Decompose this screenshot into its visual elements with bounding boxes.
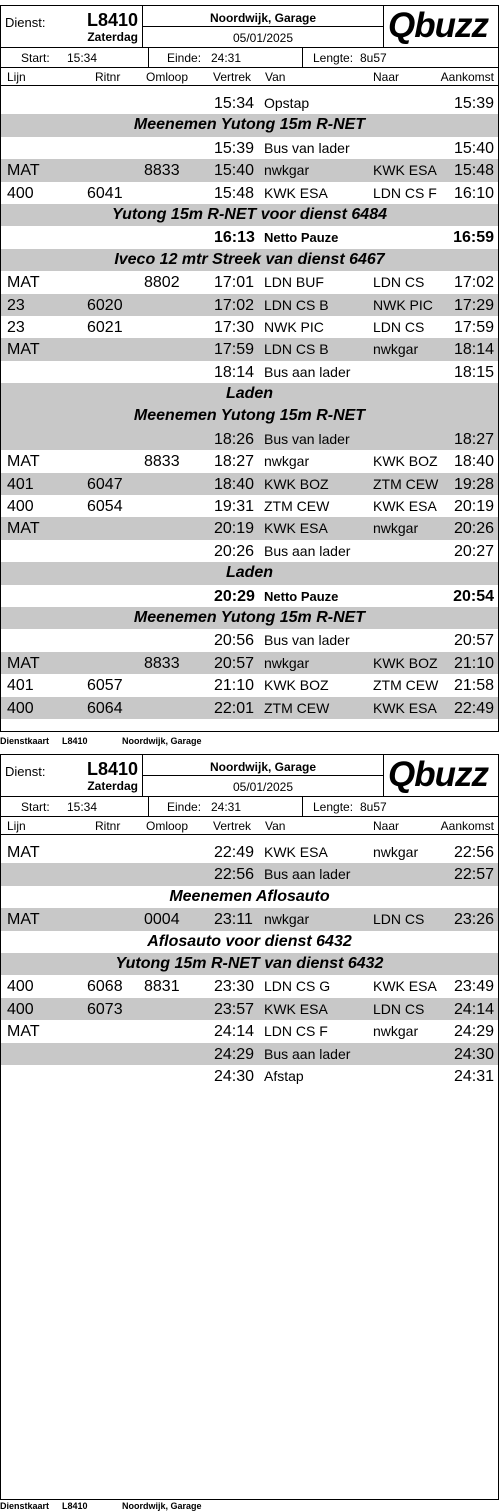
- cell-vert: 18:27: [214, 453, 255, 471]
- cell-naar: nwkgar: [373, 844, 419, 860]
- cell-aank: 24:14: [453, 1000, 494, 1018]
- col-aankomst: Aankomst: [440, 70, 494, 84]
- col-vertrek: Vertrek: [213, 819, 252, 833]
- cell-vert: 23:57: [214, 1000, 255, 1018]
- cell-van: KWK ESA: [264, 520, 328, 537]
- cell-lijn: 400: [7, 184, 34, 202]
- trip-row: [1, 428, 498, 450]
- cell-aank: 18:14: [453, 341, 494, 359]
- section-text: Meenemen Yutong 15m R-NET: [133, 116, 366, 134]
- cell-van: LDN BUF: [264, 274, 324, 291]
- cell-vert: 24:14: [214, 1023, 255, 1041]
- cell-van: Bus van lader: [264, 139, 350, 156]
- cell-naar: NWK PIC: [373, 296, 433, 313]
- cell-vert: 20:29: [214, 587, 255, 605]
- cell-aank: 24:29: [453, 1023, 494, 1041]
- day-label: Zaterdag: [87, 779, 138, 793]
- trip-row: [1, 1020, 498, 1042]
- trip-row: [1, 294, 498, 316]
- cell-vert: 23:11: [214, 911, 253, 929]
- col-ritnr: Ritnr: [95, 819, 121, 833]
- cell-van: Bus van lader: [264, 430, 350, 447]
- section-heading: [1, 249, 498, 271]
- column-headers: [1, 817, 498, 835]
- col-lijn: Lijn: [7, 70, 26, 84]
- cell-vert: 18:14: [214, 363, 255, 381]
- cell-aank: 21:58: [453, 677, 494, 695]
- cell-rit: 6047: [87, 475, 123, 493]
- cell-lijn: MAT: [7, 341, 40, 359]
- cell-vert: 24:29: [214, 1045, 255, 1063]
- cell-vert: 22:56: [214, 866, 255, 884]
- dienst-label: Dienst:: [5, 764, 46, 779]
- cell-vert: 20:19: [214, 520, 255, 538]
- col-ritnr: Ritnr: [95, 70, 121, 84]
- footer-code: L8410: [62, 736, 88, 746]
- cell-vert: 22:49: [214, 844, 255, 861]
- cell-aank: 23:49: [453, 978, 494, 996]
- cell-naar: KWK BOZ: [373, 453, 438, 470]
- section-heading: [1, 405, 498, 427]
- cell-aank: 17:29: [453, 296, 494, 314]
- cell-van: ZTM CEW: [264, 699, 330, 716]
- cell-aank: 18:15: [453, 363, 494, 381]
- cell-van: Bus aan lader: [264, 1045, 351, 1062]
- cell-van: KWK BOZ: [264, 475, 329, 492]
- cell-naar: KWK ESA: [373, 978, 437, 995]
- trip-row: [1, 271, 498, 293]
- cell-aank: 20:57: [453, 632, 494, 650]
- dienstkaart-page-2: [0, 754, 499, 1500]
- trip-row: [1, 361, 498, 383]
- location-name: Noordwijk, Garage: [209, 760, 317, 774]
- dienstkaart-page-1: [0, 5, 499, 732]
- cell-van: Afstap: [264, 1067, 304, 1084]
- trip-row: [1, 540, 498, 562]
- cell-aank: 15:40: [453, 139, 494, 157]
- cell-lijn: 401: [7, 677, 34, 695]
- trip-row: [1, 495, 498, 517]
- cell-vert: 15:39: [214, 139, 255, 157]
- cell-lijn: MAT: [7, 1023, 40, 1041]
- cell-van: Netto Pauze: [264, 588, 339, 604]
- cell-aank: 20:27: [453, 542, 494, 560]
- cell-naar: ZTM CEW: [373, 475, 439, 492]
- cell-rit: 6073: [87, 1000, 123, 1018]
- shift-summary: [1, 796, 498, 817]
- cell-aank: 23:26: [453, 911, 494, 929]
- cell-vert: 23:30: [214, 978, 255, 996]
- trip-row: [1, 652, 498, 674]
- cell-vert: 17:02: [214, 296, 255, 314]
- dienst-cell: [1, 755, 143, 796]
- cell-aank: 21:10: [453, 654, 494, 672]
- cell-vert: 15:40: [214, 162, 255, 180]
- cell-lijn: 23: [7, 318, 25, 336]
- location-name: Noordwijk, Garage: [209, 11, 317, 25]
- footer-code: L8410: [62, 1501, 88, 1511]
- trip-row: [1, 1065, 498, 1087]
- cell-van: Bus aan lader: [264, 363, 351, 380]
- cell-van: LDN CS B: [264, 296, 329, 313]
- lengte-label: Lengte:: [313, 800, 354, 814]
- cell-vert: 20:57: [214, 654, 255, 672]
- column-headers: [1, 68, 498, 86]
- cell-oml: 8833: [144, 654, 180, 672]
- cell-aank: 15:39: [453, 95, 494, 112]
- schedule-rows: [1, 92, 498, 719]
- cell-naar: nwkgar: [373, 520, 419, 537]
- cell-vert: 15:34: [214, 95, 255, 112]
- cell-oml: 8833: [144, 162, 180, 180]
- cell-vert: 19:31: [214, 498, 255, 516]
- cell-van: LDN CS G: [264, 978, 331, 995]
- einde-value: 24:31: [211, 51, 242, 65]
- cell-lijn: 400: [7, 1000, 34, 1018]
- cell-vert: 18:26: [214, 430, 255, 448]
- cell-naar: LDN CS: [373, 318, 425, 335]
- einde-value: 24:31: [211, 800, 242, 814]
- trip-row: [1, 697, 498, 719]
- col-aankomst: Aankomst: [440, 819, 494, 833]
- col-naar: Naar: [373, 819, 400, 833]
- start-label: Start:: [21, 51, 50, 65]
- cell-van: KWK BOZ: [264, 677, 329, 694]
- cell-lijn: MAT: [7, 162, 40, 180]
- col-van: Van: [265, 70, 286, 84]
- schedule-rows: [1, 841, 498, 1087]
- cell-oml: 8831: [144, 978, 180, 996]
- footer-location: Noordwijk, Garage: [122, 736, 202, 746]
- section-heading: [1, 383, 498, 405]
- trip-row: [1, 841, 498, 863]
- footer-label: Dienstkaart: [0, 1501, 50, 1511]
- start-value: 15:34: [67, 51, 98, 65]
- qbuzz-logo: Qbuzz: [388, 755, 488, 794]
- cell-aank: 15:48: [453, 162, 494, 180]
- cell-naar: nwkgar: [373, 1023, 419, 1040]
- section-text: Meenemen Yutong 15m R-NET: [133, 407, 366, 425]
- cell-vert: 15:48: [214, 184, 255, 202]
- cell-oml: 0004: [144, 911, 180, 929]
- logo-cell: [384, 6, 498, 47]
- dienst-code: L8410: [86, 759, 138, 779]
- section-text: Yutong 15m R-NET van dienst 6432: [115, 954, 384, 972]
- einde-label: Einde:: [167, 51, 202, 65]
- footer-label: Dienstkaart: [0, 736, 50, 746]
- section-heading: [1, 953, 498, 975]
- cell-naar: KWK ESA: [373, 162, 437, 179]
- cell-lijn: 23: [7, 296, 25, 314]
- trip-row: [1, 629, 498, 651]
- lengte-value: 8u57: [360, 51, 387, 65]
- cell-lijn: MAT: [7, 274, 40, 292]
- cell-rit: 6068: [87, 978, 123, 996]
- cell-aank: 18:27: [453, 430, 494, 448]
- section-text: Meenemen Aflosauto: [169, 887, 330, 905]
- col-omloop: Omloop: [146, 819, 189, 833]
- section-text: Aflosauto voor dienst 6432: [147, 932, 352, 950]
- cell-aank: 19:28: [453, 475, 494, 493]
- section-heading: [1, 562, 498, 584]
- cell-lijn: 400: [7, 978, 34, 996]
- cell-van: Bus aan lader: [264, 542, 351, 559]
- section-heading: [1, 114, 498, 136]
- cell-aank: 16:10: [453, 184, 494, 202]
- cell-vert: 17:30: [214, 318, 255, 336]
- service-date: 05/01/2025: [232, 31, 294, 45]
- cell-aank: 20:54: [453, 587, 494, 605]
- cell-rit: 6041: [87, 184, 123, 202]
- einde-label: Einde:: [167, 800, 202, 814]
- cell-van: Netto Pauze: [264, 230, 339, 246]
- dienst-code: L8410: [86, 10, 138, 30]
- cell-vert: 20:56: [214, 632, 255, 650]
- cell-aank: 22:56: [453, 844, 494, 861]
- trip-row: [1, 159, 498, 181]
- trip-row: [1, 674, 498, 696]
- cell-van: Opstap: [264, 95, 310, 111]
- cell-aank: 16:59: [453, 229, 494, 247]
- col-vertrek: Vertrek: [213, 70, 252, 84]
- trip-row: [1, 316, 498, 338]
- shift-summary: [1, 47, 498, 68]
- cell-naar: KWK ESA: [373, 699, 437, 716]
- lengte-value: 8u57: [360, 800, 387, 814]
- cell-lijn: MAT: [7, 844, 40, 861]
- cell-rit: 6020: [87, 296, 123, 314]
- start-label: Start:: [21, 800, 50, 814]
- cell-van: nwkgar: [264, 654, 310, 671]
- trip-row: [1, 338, 498, 360]
- section-text: Iveco 12 mtr Streek van dienst 6467: [114, 250, 385, 268]
- cell-van: NWK PIC: [264, 318, 324, 335]
- cell-lijn: MAT: [7, 453, 40, 471]
- cell-lijn: MAT: [7, 911, 40, 929]
- cell-aank: 20:19: [453, 498, 494, 516]
- cell-oml: 8802: [144, 274, 180, 292]
- cell-vert: 18:40: [214, 475, 255, 493]
- cell-van: Bus van lader: [264, 632, 350, 649]
- footer-location: Noordwijk, Garage: [122, 1501, 202, 1511]
- cell-aank: 22:57: [453, 866, 494, 884]
- cell-naar: LDN CS: [373, 274, 425, 291]
- cell-lijn: 400: [7, 498, 34, 516]
- section-heading: [1, 204, 498, 226]
- cell-aank: 18:40: [453, 453, 494, 471]
- trip-row: [1, 863, 498, 885]
- cell-van: KWK ESA: [264, 1000, 328, 1017]
- cell-naar: KWK BOZ: [373, 654, 438, 671]
- section-heading: [1, 607, 498, 629]
- cell-rit: 6021: [87, 318, 123, 336]
- cell-lijn: 401: [7, 475, 34, 493]
- trip-row: [1, 908, 498, 930]
- trip-row: [1, 1043, 498, 1065]
- cell-vert: 17:01: [214, 274, 255, 292]
- cell-van: KWK ESA: [264, 184, 328, 201]
- cell-rit: 6057: [87, 677, 123, 695]
- cell-naar: LDN CS F: [373, 184, 437, 201]
- cell-rit: 6054: [87, 498, 123, 516]
- cell-oml: 8833: [144, 453, 180, 471]
- trip-row: [1, 182, 498, 204]
- pause-row: [1, 585, 498, 607]
- location-cell: [143, 6, 384, 47]
- col-van: Van: [265, 819, 286, 833]
- section-text: Laden: [225, 564, 274, 582]
- cell-van: nwkgar: [264, 453, 310, 470]
- col-lijn: Lijn: [7, 819, 26, 833]
- cell-van: LDN CS F: [264, 1023, 328, 1040]
- qbuzz-logo: Qbuzz: [388, 6, 488, 45]
- cell-lijn: MAT: [7, 654, 40, 672]
- cell-vert: 17:59: [214, 341, 255, 359]
- cell-vert: 24:30: [214, 1067, 255, 1085]
- section-text: Laden: [225, 385, 274, 403]
- section-heading: [1, 931, 498, 953]
- cell-aank: 24:31: [453, 1067, 494, 1085]
- cell-aank: 22:49: [453, 699, 494, 717]
- day-label: Zaterdag: [87, 30, 138, 44]
- cell-van: LDN CS B: [264, 341, 329, 358]
- start-value: 15:34: [67, 800, 98, 814]
- dienst-label: Dienst:: [5, 15, 46, 30]
- cell-naar: LDN CS: [373, 911, 425, 928]
- col-omloop: Omloop: [146, 70, 189, 84]
- section-heading: [1, 886, 498, 908]
- cell-van: ZTM CEW: [264, 498, 330, 515]
- card-header: [1, 755, 498, 796]
- cell-naar: KWK ESA: [373, 498, 437, 515]
- cell-lijn: MAT: [7, 520, 40, 538]
- trip-row: [1, 137, 498, 159]
- dienst-cell: [1, 6, 143, 47]
- cell-rit: 6064: [87, 699, 123, 717]
- cell-van: nwkgar: [264, 911, 310, 928]
- section-text: Meenemen Yutong 15m R-NET: [133, 608, 366, 626]
- cell-vert: 16:13: [214, 229, 255, 247]
- section-text: Yutong 15m R-NET voor dienst 6484: [111, 205, 387, 223]
- cell-vert: 20:26: [214, 542, 255, 560]
- cell-van: KWK ESA: [264, 844, 328, 860]
- cell-naar: LDN CS: [373, 1000, 425, 1017]
- pause-row: [1, 226, 498, 248]
- cell-aank: 17:02: [453, 274, 494, 292]
- cell-aank: 17:59: [453, 318, 494, 336]
- card-header: [1, 6, 498, 47]
- cell-naar: nwkgar: [373, 341, 419, 358]
- cell-aank: 20:26: [453, 520, 494, 538]
- cell-naar: ZTM CEW: [373, 677, 439, 694]
- service-date: 05/01/2025: [232, 780, 294, 794]
- trip-row: [1, 998, 498, 1020]
- trip-row: [1, 450, 498, 472]
- logo-cell: [384, 755, 498, 796]
- cell-aank: 24:30: [453, 1045, 494, 1063]
- cell-vert: 21:10: [214, 677, 255, 695]
- cell-lijn: 400: [7, 699, 34, 717]
- cell-van: nwkgar: [264, 162, 310, 179]
- cell-van: Bus aan lader: [264, 866, 351, 883]
- col-naar: Naar: [373, 70, 400, 84]
- trip-row: [1, 92, 498, 114]
- trip-row: [1, 975, 498, 997]
- cell-vert: 22:01: [214, 699, 255, 717]
- lengte-label: Lengte:: [313, 51, 354, 65]
- trip-row: [1, 517, 498, 539]
- location-cell: [143, 755, 384, 796]
- trip-row: [1, 473, 498, 495]
